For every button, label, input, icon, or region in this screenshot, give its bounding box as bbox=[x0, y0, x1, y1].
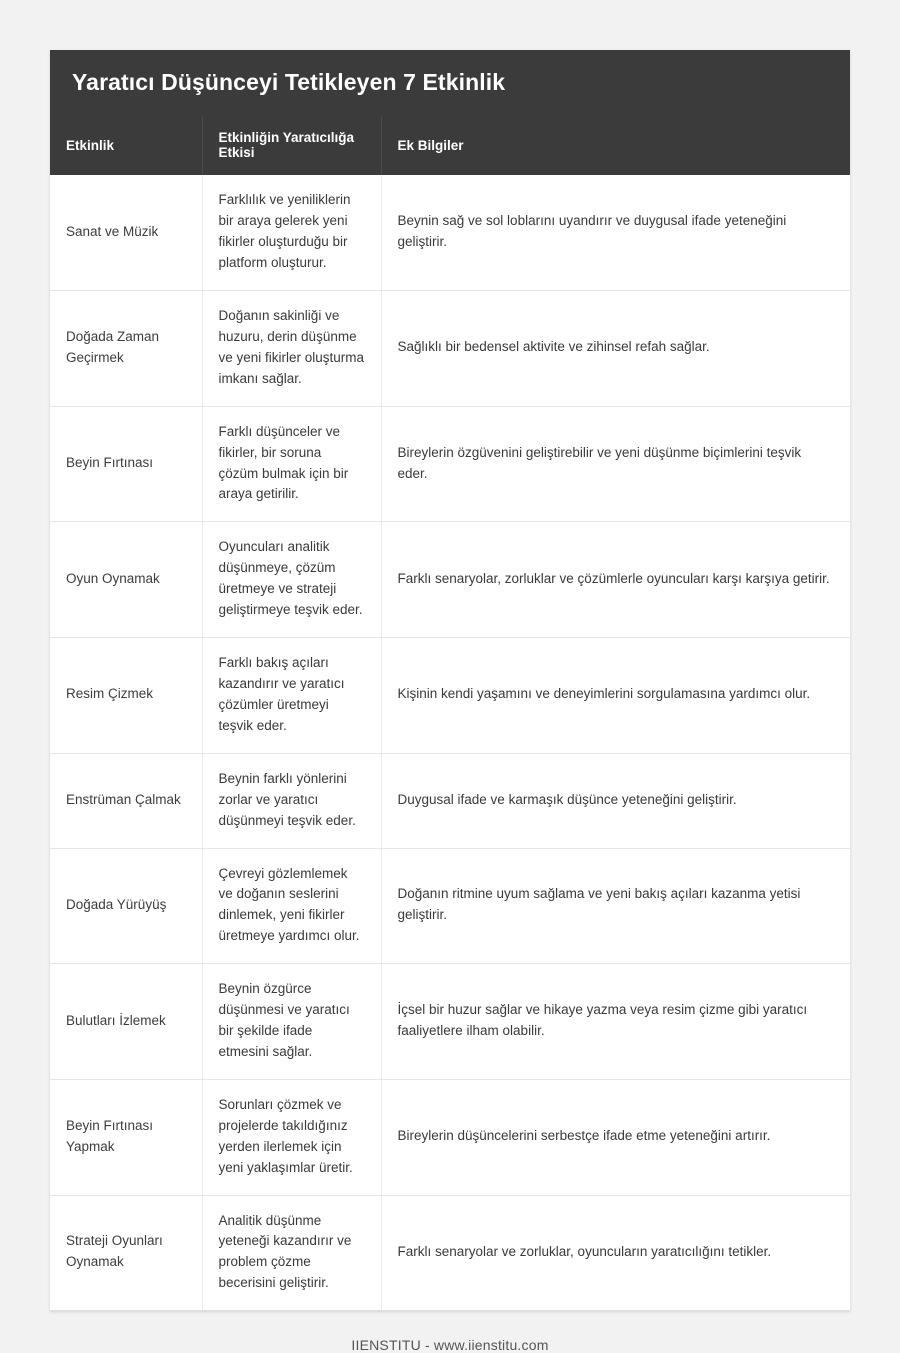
cell-activity: Beyin Fırtınası bbox=[50, 406, 202, 522]
cell-extra: Farklı senaryolar ve zorluklar, oyuncuların yaratıcılığını tetikler. bbox=[381, 1195, 850, 1311]
table-row bbox=[50, 290, 850, 406]
table-row bbox=[50, 1079, 850, 1195]
content-card bbox=[50, 50, 850, 1311]
table-row bbox=[50, 848, 850, 964]
cell-effect: Doğanın sakinliği ve huzuru, derin düşünme ve yeni fikirler oluşturma imkanı sağlar. bbox=[202, 290, 381, 406]
cell-extra: Kişinin kendi yaşamını ve deneyimlerini sorgulamasına yardımcı olur. bbox=[381, 638, 850, 754]
cell-effect: Oyuncuları analitik düşünmeye, çözüm üretmeye ve strateji geliştirmeye teşvik eder. bbox=[202, 522, 381, 638]
cell-effect: Analitik düşünme yeteneği kazandırır ve problem çözme becerisini geliştirir. bbox=[202, 1195, 381, 1311]
table-header-row bbox=[50, 116, 850, 175]
cell-extra: İçsel bir huzur sağlar ve hikaye yazma veya resim çizme gibi yaratıcı faaliyetlere ilham olabilir. bbox=[381, 964, 850, 1080]
table-header bbox=[50, 116, 850, 175]
cell-effect: Sorunları çözmek ve projelerde takıldığınız yerden ilerlemek için yeni yaklaşımlar üretir. bbox=[202, 1079, 381, 1195]
cell-extra: Bireylerin özgüvenini geliştirebilir ve yeni düşünme biçimlerini teşvik eder. bbox=[381, 406, 850, 522]
table-row bbox=[50, 522, 850, 638]
cell-activity: Oyun Oynamak bbox=[50, 522, 202, 638]
cell-activity: Bulutları İzlemek bbox=[50, 964, 202, 1080]
cell-activity: Doğada Yürüyüş bbox=[50, 848, 202, 964]
cell-extra: Sağlıklı bir bedensel aktivite ve zihinsel refah sağlar. bbox=[381, 290, 850, 406]
page-title: Yaratıcı Düşünceyi Tetikleyen 7 Etkinlik bbox=[72, 69, 506, 95]
cell-extra: Beynin sağ ve sol loblarını uyandırır ve duygusal ifade yeteneğini geliştirir. bbox=[381, 175, 850, 290]
cell-extra: Duygusal ifade ve karmaşık düşünce yeteneğini geliştirir. bbox=[381, 753, 850, 848]
table-row bbox=[50, 753, 850, 848]
cell-effect: Beynin farklı yönlerini zorlar ve yaratıcı düşünmeyi teşvik eder. bbox=[202, 753, 381, 848]
cell-extra: Bireylerin düşüncelerini serbestçe ifade etme yeteneğini artırır. bbox=[381, 1079, 850, 1195]
cell-effect: Çevreyi gözlemlemek ve doğanın seslerini dinlemek, yeni fikirler üretmeye yardımcı olur. bbox=[202, 848, 381, 964]
table-row bbox=[50, 175, 850, 290]
table-row bbox=[50, 638, 850, 754]
cell-activity: Resim Çizmek bbox=[50, 638, 202, 754]
table-row bbox=[50, 406, 850, 522]
cell-effect: Beynin özgürce düşünmesi ve yaratıcı bir şekilde ifade etmesini sağlar. bbox=[202, 964, 381, 1080]
table-body bbox=[50, 175, 850, 1310]
cell-activity: Strateji Oyunları Oynamak bbox=[50, 1195, 202, 1311]
table-row bbox=[50, 1195, 850, 1311]
cell-activity: Doğada Zaman Geçirmek bbox=[50, 290, 202, 406]
activities-table bbox=[50, 116, 850, 1311]
footer-attribution: IIENSTITU - www.iienstitu.com bbox=[351, 1337, 549, 1353]
cell-effect: Farklı düşünceler ve fikirler, bir soruna çözüm bulmak için bir araya getirilir. bbox=[202, 406, 381, 522]
cell-activity: Enstrüman Çalmak bbox=[50, 753, 202, 848]
cell-effect: Farklılık ve yeniliklerin bir araya gelerek yeni fikirler oluşturduğu bir platform oluşturur. bbox=[202, 175, 381, 290]
column-header-effect: Etkinliğin Yaratıcılığa Etkisi bbox=[202, 116, 381, 175]
title-bar bbox=[50, 50, 850, 116]
cell-activity: Sanat ve Müzik bbox=[50, 175, 202, 290]
column-header-extra: Ek Bilgiler bbox=[381, 116, 850, 175]
cell-activity: Beyin Fırtınası Yapmak bbox=[50, 1079, 202, 1195]
table-row bbox=[50, 964, 850, 1080]
cell-effect: Farklı bakış açıları kazandırır ve yaratıcı çözümler üretmeyi teşvik eder. bbox=[202, 638, 381, 754]
column-header-activity: Etkinlik bbox=[50, 116, 202, 175]
cell-extra: Doğanın ritmine uyum sağlama ve yeni bakış açıları kazanma yetisi geliştirir. bbox=[381, 848, 850, 964]
cell-extra: Farklı senaryolar, zorluklar ve çözümlerle oyuncuları karşı karşıya getirir. bbox=[381, 522, 850, 638]
